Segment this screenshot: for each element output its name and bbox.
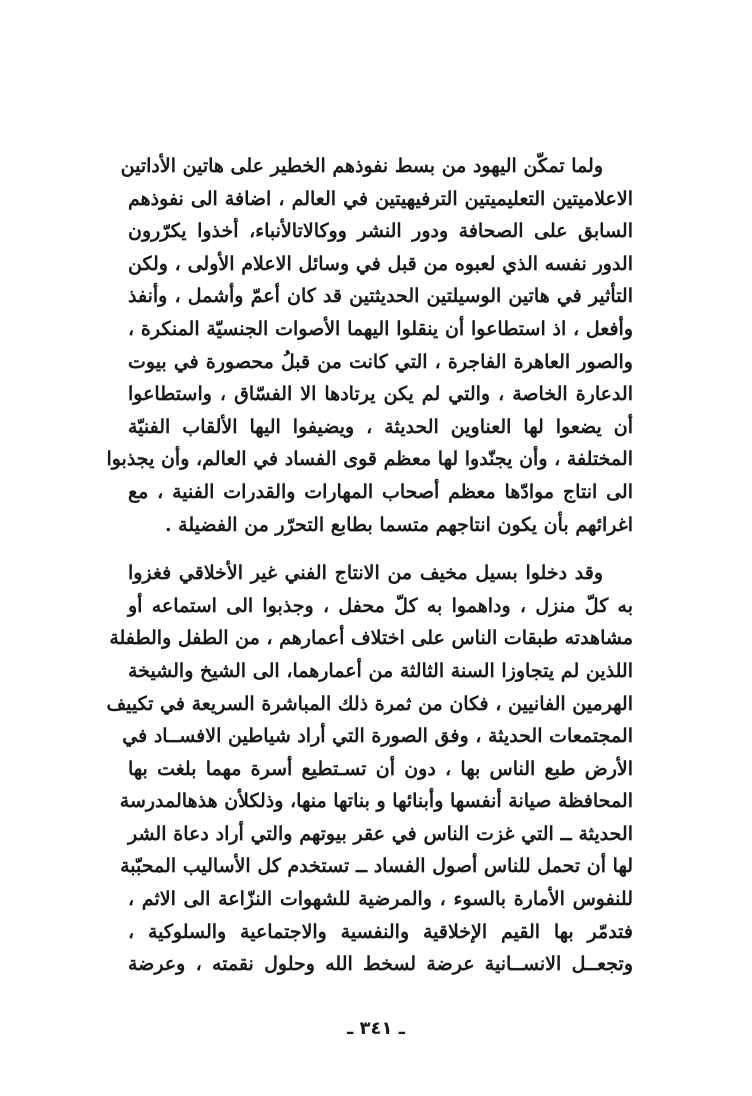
text-line: للنفوس الأمارة بالسوء ، والمرضية للشهوات النزّاعة الى الاثم ، (128, 888, 633, 911)
text-line: الحديثة ــ التي غزت الناس في عقر بيوتهم والتي أراد دعاة الشر (128, 822, 633, 845)
document-page (106, 150, 633, 1070)
text-line: اغرائهم بأن يكون انتاجهم متسما بطابع التحرّر من الفضيلة . (164, 513, 633, 536)
text-line: الأرض طبع الناس بها ، دون أن تسـتطيع أسرة مهما بلغت بها (128, 757, 633, 780)
text-line: فتدمّر بها القيم الإخلاقية والنفسية والاجتماعية والسلوكية ، (128, 920, 633, 943)
text-line: به كلّ منزل ، وداهموا به كلّ محفل ، وجذبوا الى استماعه أو (128, 594, 633, 617)
text-line: الهرمين الفانيين ، فكان من ثمرة ذلك المباشرة السريعة في تكييف (106, 692, 633, 715)
text-line: الدور نفسه الذي لعبوه من قبل في وسائل الاعلام الأولى ، ولكن (128, 252, 633, 275)
text-line: أن يضعوا لها العناوين الحديثة ، ويضيفوا اليها الألقاب الفنيّة (128, 415, 633, 438)
text-line: وتجعــل الانســانية عرضة لسخط الله وحلول نقمته ، وعرضة (128, 953, 633, 976)
text-line: وأفعل ، اذ استطاعوا أن ينقلوا اليهما الأصوات الجنسيّة المنكرة ، (128, 317, 633, 340)
text-line: السابق على الصحافة ودور النشر ووكالاتالأنباء، أخذوا يكرّرون (128, 220, 633, 243)
paragraph-spacer (128, 541, 633, 557)
page-number: ـ ٣٤١ ـ (347, 1018, 405, 1039)
text-line: المجتمعات الحديثة ، وفق الصورة التي أراد شياطين الافســاد في (122, 725, 633, 748)
paragraph-2 (106, 557, 633, 981)
paragraph-1 (106, 150, 633, 541)
text-line: التأثير في هاتين الوسيلتين الحديثتين قد كان أعمّ وأشمل ، وأنفذ (128, 285, 633, 308)
text-line: اللذين لم يتجاوزا السنة الثالثة من أعمارهما، الى الشيخ والشيخة (128, 659, 633, 682)
text-line: المختلفة ، وأن يجنّدوا لها معظم قوى الفساد في العالم، وأن يجذبوا (106, 448, 633, 471)
text-line: مشاهدته طبقات الناس على اختلاف أعمارهم ، من الطفل والطفلة (109, 627, 633, 650)
text-line: المحافظة صيانة أنفسها وأبنائها و بناتها منها، وذلكلأن هذهالمدرسة (119, 790, 633, 813)
text-line: الاعلاميتين التعليميتين الترفيهيتين في العالم ، اضافة الى نفوذهم (128, 187, 633, 210)
text-line: ولما تمكّن اليهود من بسط نفوذهم الخطير على هاتين الأداتين (120, 155, 603, 177)
text-line: الدعارة الخاصة ، والتي لم يكن يرتادها الا الفسّاق ، واستطاعوا (128, 383, 633, 406)
text-line: وقد دخلوا بسيل مخيف من الانتاج الفني غير الأخلاقي فغزوا (128, 562, 603, 585)
text-line: الى انتاج موادّها معظم أصحاب المهارات والقدرات الفنية ، مع (128, 480, 633, 503)
text-line: لها أن تحمل للناس أصول الفساد ــ تستخدم كل الأساليب المحبّبة (120, 855, 633, 878)
text-line: والصور العاهرة الفاجرة ، التي كانت من قبلُ محصورة في بيوت (128, 350, 633, 373)
